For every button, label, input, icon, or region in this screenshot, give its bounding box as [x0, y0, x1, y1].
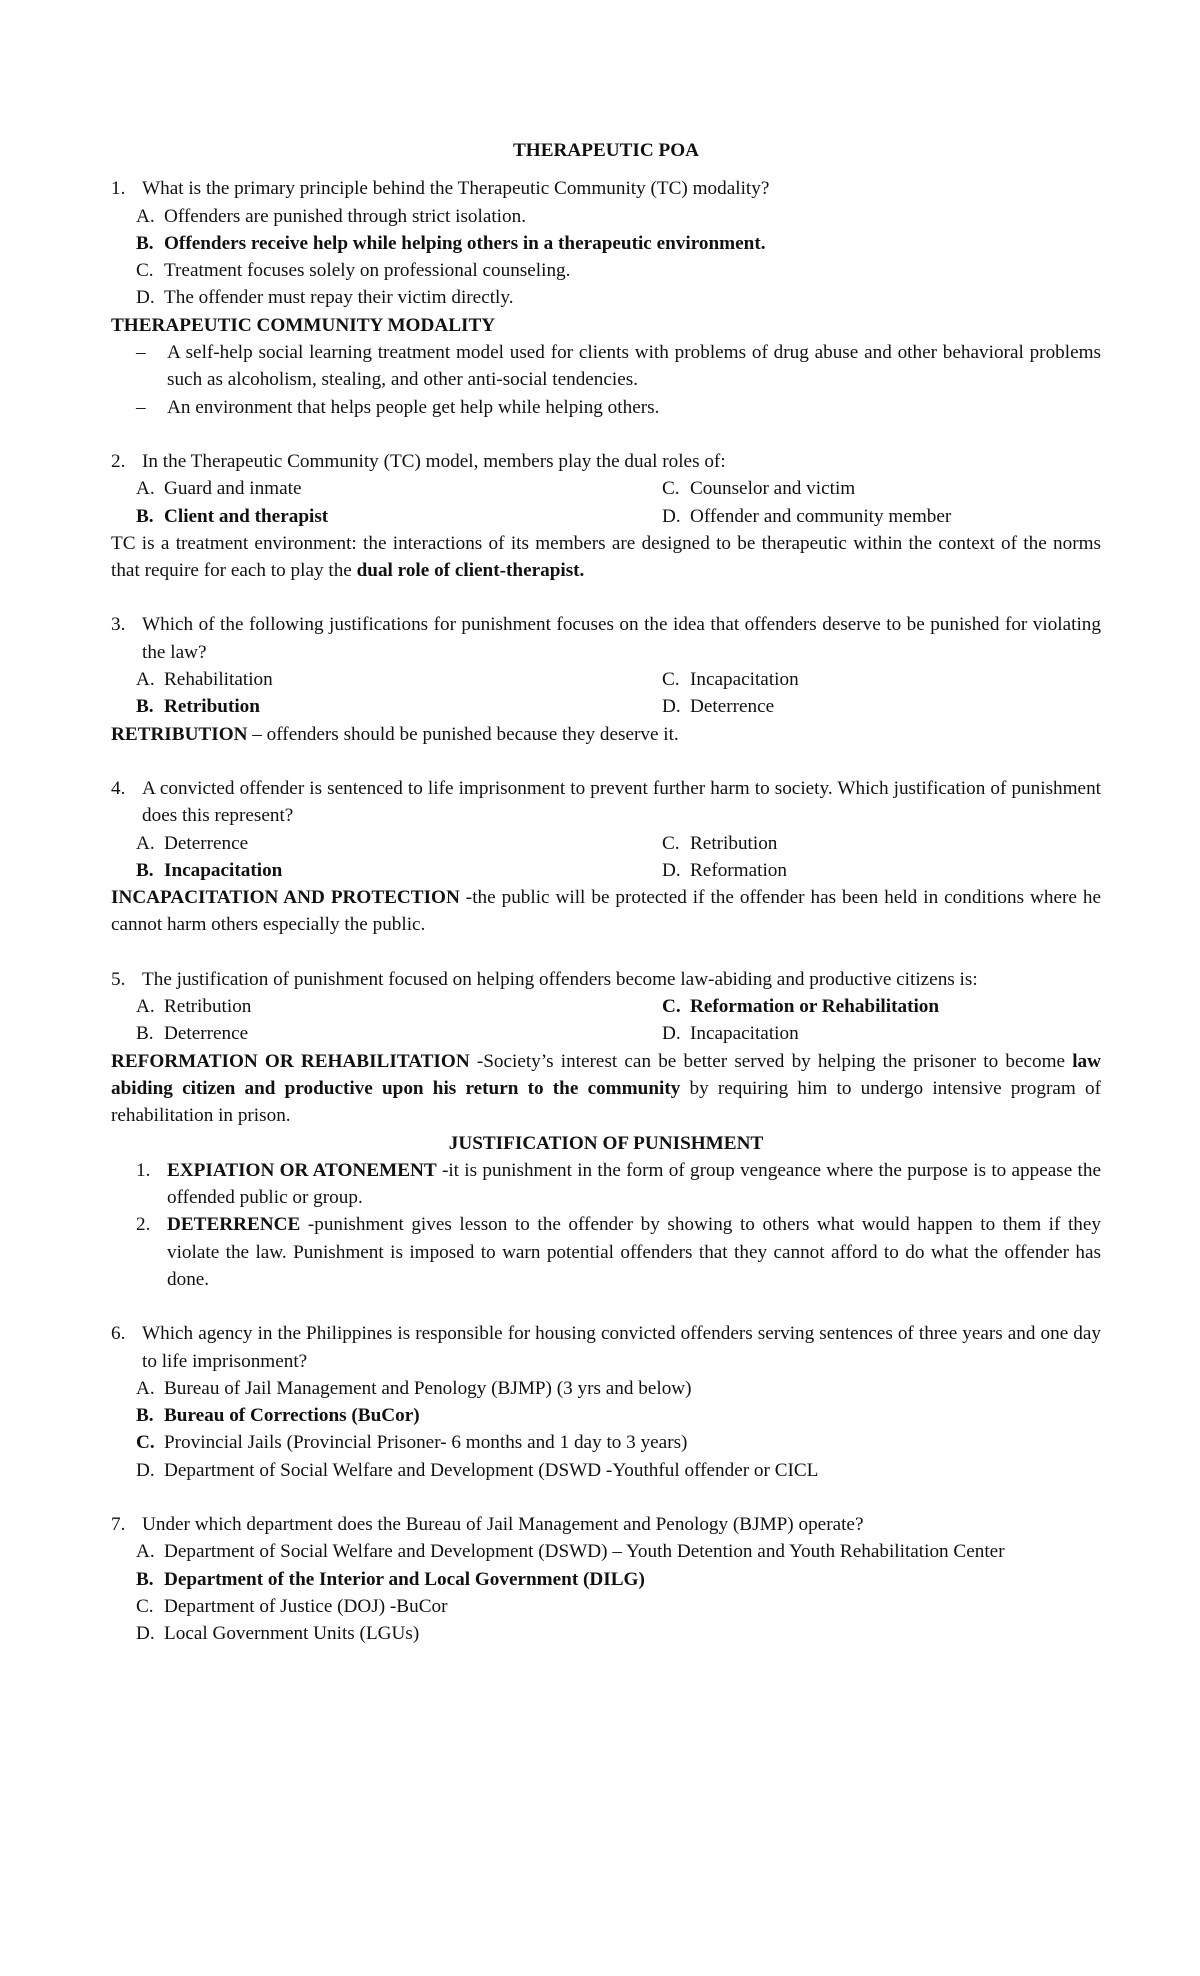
- list-item: [167, 1211, 1101, 1293]
- option-letter: B.: [136, 1405, 154, 1427]
- option-letter: A.: [136, 996, 155, 1018]
- option-letter: C.: [662, 996, 681, 1018]
- explanation-text: – offenders should be punished because they deserve it.: [247, 723, 679, 745]
- option-b-answer: Department of the Interior and Local Government (DILG): [164, 1568, 645, 1590]
- question-number: 7.: [111, 1514, 126, 1536]
- question-number: 4.: [111, 777, 126, 799]
- term-definition: -punishment gives lesson to the offender by showing to others what would happen to them if they violate the law. Punishment is imposed to warn potential offenders that they cannot afford to do what the offender has done.: [167, 1214, 1101, 1290]
- option-c-answer: Reformation or Rehabilitation: [690, 996, 940, 1018]
- option-c: Department of Justice (DOJ) -BuCor: [164, 1595, 448, 1617]
- term-bold: EXPIATION OR ATONEMENT: [167, 1159, 437, 1181]
- option-b-answer: Offenders receive help while helping others in a therapeutic environment.: [164, 232, 766, 254]
- option-letter: A.: [136, 478, 155, 500]
- explanation: [111, 884, 1101, 939]
- option-d: Local Government Units (LGUs): [164, 1623, 420, 1645]
- question-6: [111, 1320, 1101, 1484]
- term-definition: -it is punishment in the form of group vengeance where the purpose is to appease the offended public or group.: [167, 1159, 1101, 1209]
- explanation: [111, 530, 1101, 585]
- option-a: Deterrence: [164, 832, 249, 854]
- justification-section: [111, 1130, 1101, 1294]
- document-content: [111, 137, 1101, 1648]
- option-a: Department of Social Welfare and Development (DSWD) – Youth Detention and Youth Rehabilitation Center: [164, 1541, 1005, 1563]
- dash-bullet: –: [136, 396, 146, 418]
- explanation-bold: REFORMATION OR REHABILITATION: [111, 1050, 470, 1072]
- question-number: 1.: [111, 178, 126, 200]
- option-letter: D.: [136, 1623, 155, 1645]
- question-number: 2.: [111, 450, 126, 472]
- option-letter: A.: [136, 832, 155, 854]
- question-text: What is the primary principle behind the Therapeutic Community (TC) modality?: [142, 178, 770, 200]
- question-text: Which agency in the Philippines is responsible for housing convicted offenders serving sentences of three years and one day to life imprisonment?: [142, 1323, 1101, 1372]
- option-letter: D.: [662, 505, 681, 527]
- option-letter: B.: [136, 1568, 154, 1590]
- dash-bullet: –: [136, 342, 146, 364]
- option-d: The offender must repay their victim directly.: [164, 287, 514, 309]
- question-1: [111, 175, 1101, 311]
- term-bold: DETERRENCE: [167, 1214, 301, 1236]
- explanation: [111, 1048, 1101, 1130]
- page-title: THERAPEUTIC POA: [512, 140, 700, 161]
- option-letter: B.: [136, 696, 154, 718]
- option-letter: C.: [662, 478, 680, 500]
- option-d: Offender and community member: [690, 505, 952, 527]
- question-text: Which of the following justifications for punishment focuses on the idea that offenders deserve to be punished for violating the law?: [142, 614, 1101, 663]
- option-letter: C.: [136, 1595, 154, 1617]
- question-text: The justification of punishment focused on helping offenders become law-abiding and productive citizens is:: [142, 968, 978, 990]
- option-letter: B.: [136, 232, 154, 254]
- list-number: 1.: [136, 1159, 151, 1181]
- option-letter: A.: [136, 1541, 155, 1563]
- option-letter: D.: [136, 1459, 155, 1481]
- option-letter: A.: [136, 1377, 155, 1399]
- option-letter: D.: [662, 859, 681, 881]
- option-a: Guard and inmate: [164, 478, 302, 500]
- option-c: Retribution: [690, 832, 778, 854]
- option-b-answer: Client and therapist: [164, 505, 329, 527]
- option-letter: D.: [662, 1023, 681, 1045]
- explanation-text: -the public will be protected if the offender has been held in conditions where he cannot harm others especially the public.: [111, 887, 1101, 936]
- option-a: Offenders are punished through strict isolation.: [164, 205, 526, 227]
- list-item: [167, 1157, 1101, 1212]
- bullet-text: An environment that helps people get help while helping others.: [167, 396, 660, 418]
- option-a: Rehabilitation: [164, 669, 273, 691]
- option-a: Bureau of Jail Management and Penology (BJMP) (3 yrs and below): [164, 1377, 692, 1399]
- option-letter: A.: [136, 669, 155, 691]
- option-d: Reformation: [690, 859, 787, 881]
- explanation-text: TC is a treatment environment: the interactions of its members are designed to be therapeutic within the context of the norms that require for each to play the: [111, 532, 1101, 582]
- option-d: Deterrence: [690, 696, 775, 718]
- explanation: [111, 721, 1101, 748]
- option-c: Incapacitation: [690, 669, 799, 691]
- tc-section: [111, 312, 1101, 421]
- option-letter: B.: [136, 505, 154, 527]
- option-letter: C.: [662, 832, 680, 854]
- question-text: Under which department does the Bureau of Jail Management and Penology (BJMP) operate?: [142, 1514, 864, 1536]
- bullet-text: A self-help social learning treatment model used for clients with problems of drug abuse and other behavioral problems such as alcoholism, stealing, and other anti-social tendencies.: [167, 342, 1101, 391]
- option-c: Treatment focuses solely on professional counseling.: [164, 260, 571, 282]
- question-3: [111, 611, 1101, 747]
- option-letter: D.: [662, 696, 681, 718]
- question-2: [111, 448, 1101, 584]
- option-c: Counselor and victim: [690, 478, 856, 500]
- option-d: Department of Social Welfare and Development (DSWD -Youthful offender or CICL: [164, 1459, 819, 1481]
- question-4: [111, 775, 1101, 939]
- question-number: 5.: [111, 968, 126, 990]
- explanation-bold: dual role of client-therapist.: [356, 560, 585, 582]
- question-5: [111, 966, 1101, 1130]
- option-letter: A.: [136, 205, 155, 227]
- explanation-text: -Society’s interest can be better served by helping the prisoner to become: [469, 1050, 1073, 1072]
- option-d: Incapacitation: [690, 1023, 799, 1045]
- option-b-answer: Retribution: [164, 696, 260, 718]
- option-b: Deterrence: [164, 1023, 249, 1045]
- question-text: A convicted offender is sentenced to life imprisonment to prevent further harm to society. Which justification of punishment does this represent?: [142, 777, 1101, 827]
- list-number: 2.: [136, 1214, 151, 1236]
- section-heading: THERAPEUTIC COMMUNITY MODALITY: [111, 314, 496, 336]
- question-number: 6.: [111, 1323, 126, 1345]
- option-letter: C.: [136, 1432, 155, 1454]
- option-a: Retribution: [164, 996, 252, 1018]
- question-7: [111, 1511, 1101, 1647]
- explanation-bold: RETRIBUTION: [111, 723, 248, 745]
- option-letter: D.: [136, 287, 155, 309]
- section-heading: JUSTIFICATION OF PUNISHMENT: [448, 1132, 764, 1154]
- option-letter: B.: [136, 859, 154, 881]
- explanation-bold: law abiding citizen and productive upon his return to the community: [111, 1050, 1101, 1099]
- option-letter: C.: [136, 260, 154, 282]
- option-c: Provincial Jails (Provincial Prisoner- 6 months and 1 day to 3 years): [164, 1432, 688, 1454]
- option-b-answer: Incapacitation: [164, 859, 283, 881]
- option-letter: C.: [662, 669, 680, 691]
- question-number: 3.: [111, 614, 126, 636]
- explanation-text: by requiring him to undergo intensive program of rehabilitation in prison.: [111, 1077, 1101, 1127]
- option-letter: B.: [136, 1023, 154, 1045]
- option-b-answer: Bureau of Corrections (BuCor): [164, 1405, 420, 1427]
- explanation-bold: INCAPACITATION AND PROTECTION: [111, 887, 460, 909]
- question-text: In the Therapeutic Community (TC) model, members play the dual roles of:: [142, 450, 726, 472]
